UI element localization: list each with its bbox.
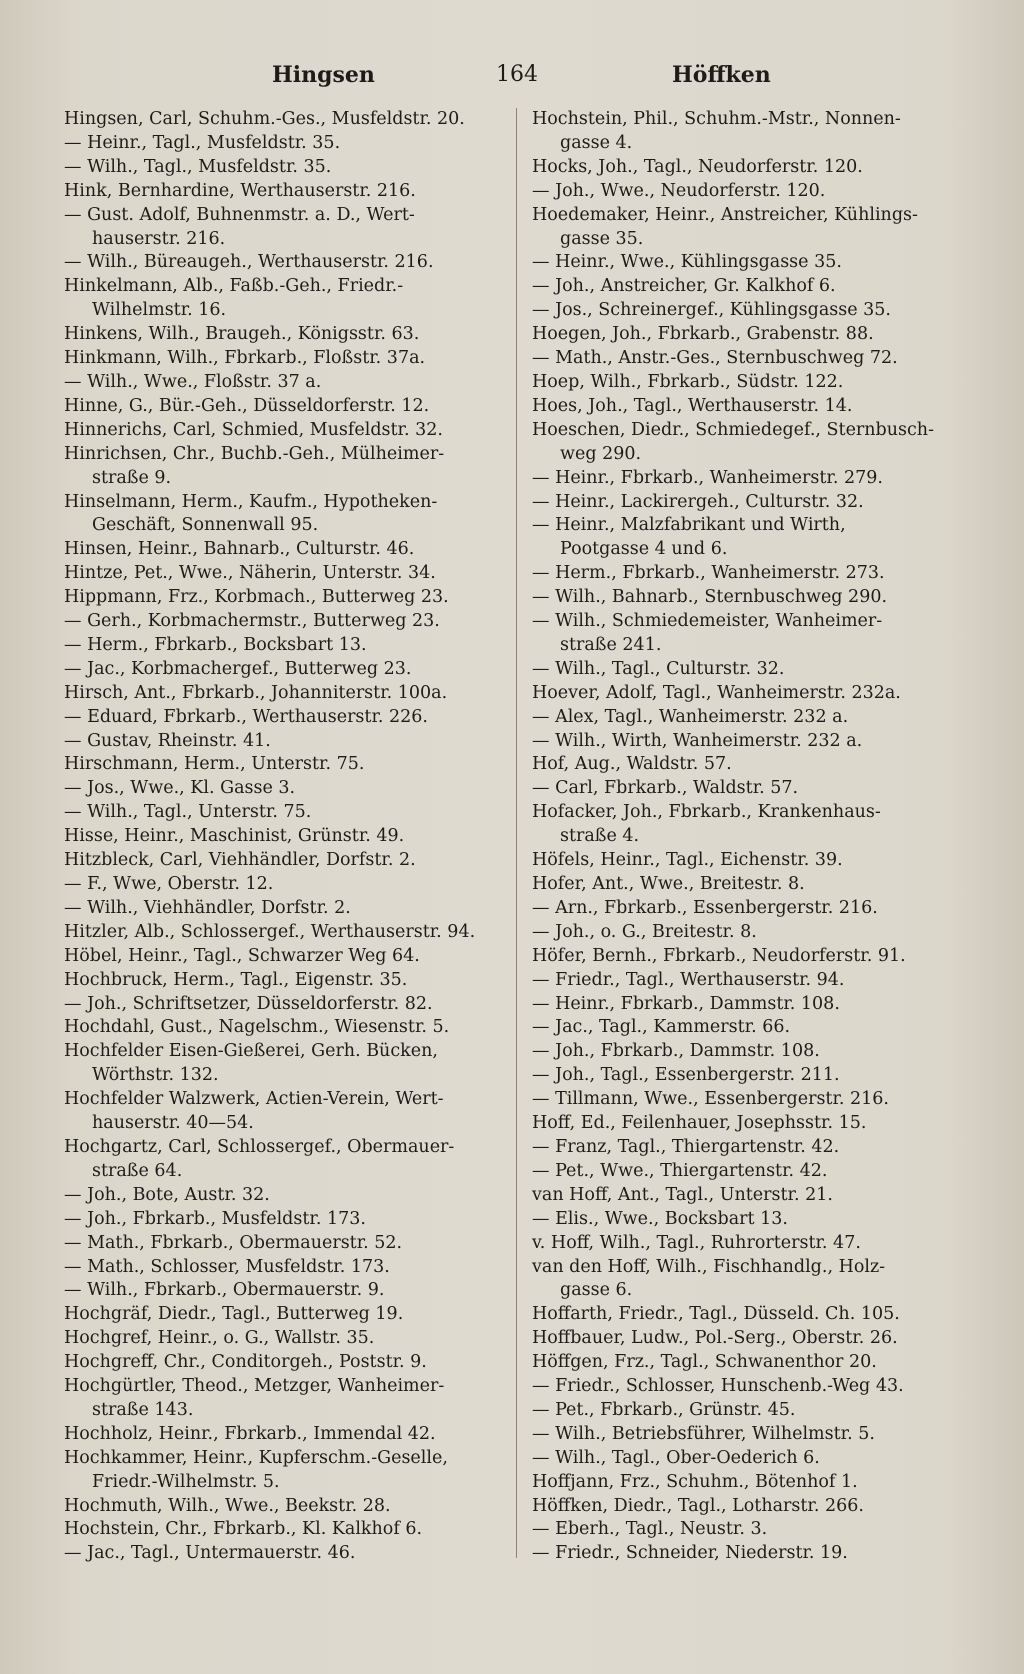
- entry-line: — Wilh., Büreaugeh., Werthauserstr. 216.: [64, 252, 434, 273]
- entry-line: — Wilh., Bahnarb., Sternbuschweg 290.: [532, 587, 888, 608]
- directory-entry: [532, 1495, 980, 1519]
- entry-line: Hoep, Wilh., Fbrkarb., Südstr. 122.: [532, 371, 844, 392]
- directory-entry: [64, 921, 504, 945]
- entry-continuation-line: Wörthstr. 132.: [92, 1065, 219, 1086]
- directory-entry: [532, 1399, 980, 1423]
- directory-entry: [532, 1208, 980, 1232]
- entry-line: — Eberh., Tagl., Neustr. 3.: [532, 1519, 768, 1540]
- entry-line: v. Hoff, Wilh., Tagl., Ruhrorterstr. 47.: [532, 1232, 861, 1253]
- entry-line: — Eduard, Fbrkarb., Werthauserstr. 226.: [64, 706, 428, 727]
- entry-line: — Gustav, Rheinstr. 41.: [64, 730, 271, 751]
- entry-line: — Friedr., Schlosser, Hunschenb.-Weg 43.: [532, 1376, 904, 1397]
- entry-line: — Herm., Fbrkarb., Wanheimerstr. 273.: [532, 563, 885, 584]
- entry-line: — Math., Fbrkarb., Obermauerstr. 52.: [64, 1232, 403, 1253]
- directory-entry: [532, 1542, 980, 1566]
- directory-entry: [64, 323, 504, 347]
- directory-entry: [64, 777, 504, 801]
- entry-line: — Wilh., Tagl., Unterstr. 75.: [64, 802, 312, 823]
- directory-entry: [64, 610, 504, 634]
- entry-continuation-line: Pootgasse 4 und 6.: [560, 539, 728, 560]
- entry-line: Hochstein, Chr., Fbrkarb., Kl. Kalkhof 6.: [64, 1519, 423, 1540]
- page-header: [0, 62, 1024, 102]
- directory-entry: [64, 897, 504, 921]
- directory-entry: [532, 873, 980, 897]
- entry-line: — F., Wwe, Oberstr. 12.: [64, 874, 274, 894]
- entry-line: — Math., Schlosser, Musfeldstr. 173.: [64, 1256, 390, 1277]
- directory-entry: [64, 1040, 504, 1088]
- entry-line: Hinselmann, Herm., Kaufm., Hypotheken-: [64, 491, 438, 512]
- entry-line: — Joh., Wwe., Neudorferstr. 120.: [532, 180, 826, 201]
- directory-entry: [64, 132, 504, 156]
- entry-line: — Friedr., Schneider, Niederstr. 19.: [532, 1543, 848, 1564]
- entry-line: Höfels, Heinr., Tagl., Eichenstr. 39.: [532, 850, 843, 871]
- directory-entry: [532, 562, 980, 586]
- directory-entry: [532, 467, 980, 491]
- directory-entry: [64, 562, 504, 586]
- entry-line: — Carl, Fbrkarb., Waldstr. 57.: [532, 778, 799, 799]
- entry-line: Hochgref, Heinr., o. G., Wallstr. 35.: [64, 1328, 375, 1349]
- entry-line: Hofacker, Joh., Fbrkarb., Krankenhaus-: [532, 802, 881, 823]
- directory-entry: [64, 753, 504, 777]
- entry-line: Höbel, Heinr., Tagl., Schwarzer Weg 64.: [64, 945, 420, 966]
- directory-entry: [64, 395, 504, 419]
- directory-entry: [64, 275, 504, 323]
- directory-entry: [532, 1327, 980, 1351]
- entry-line: Hochstein, Phil., Schuhm.-Mstr., Nonnen-: [532, 109, 901, 129]
- entry-line: Hocks, Joh., Tagl., Neudorferstr. 120.: [532, 156, 863, 177]
- directory-entry: [532, 993, 980, 1017]
- entry-line: — Wilh., Tagl., Musfeldstr. 35.: [64, 156, 332, 177]
- entry-line: van Hoff, Ant., Tagl., Unterstr. 21.: [532, 1184, 833, 1205]
- entry-line: — Wilh., Tagl., Ober-Oederich 6.: [532, 1447, 820, 1468]
- directory-entry: [532, 897, 980, 921]
- entry-line: Hirsch, Ant., Fbrkarb., Johanniterstr. 100a.: [64, 682, 448, 703]
- entry-line: — Gerh., Korbmachermstr., Butterweg 23.: [64, 611, 440, 632]
- entry-continuation-line: Wilhelmstr. 16.: [92, 300, 227, 321]
- entry-line: Hinkmann, Wilh., Fbrkarb., Floßstr. 37a.: [64, 348, 426, 369]
- entry-line: — Wilh., Viehhändler, Dorfstr. 2.: [64, 897, 351, 918]
- directory-entry: [532, 730, 980, 754]
- entry-line: — Tillmann, Wwe., Essenbergerstr. 216.: [532, 1089, 889, 1110]
- entry-line: Hochfelder Eisen-Gießerei, Gerh. Bücken,: [64, 1041, 438, 1062]
- directory-entry: [532, 1303, 980, 1327]
- directory-entry: [64, 1303, 504, 1327]
- directory-entry: [532, 347, 980, 371]
- entry-continuation-line: straße 143.: [92, 1399, 194, 1420]
- entry-line: — Heinr., Tagl., Musfeldstr. 35.: [64, 132, 341, 153]
- entry-line: — Heinr., Fbrkarb., Wanheimerstr. 279.: [532, 467, 883, 488]
- directory-entry: [532, 945, 980, 969]
- entry-line: Hirschmann, Herm., Unterstr. 75.: [64, 754, 365, 775]
- directory-entry: [532, 1064, 980, 1088]
- directory-entry: [532, 514, 980, 562]
- entry-line: Hink, Bernhardine, Werthauserstr. 216.: [64, 180, 416, 201]
- header-left-word: Hingsen: [272, 62, 375, 88]
- directory-entry: [532, 753, 980, 777]
- directory-entry: [64, 658, 504, 682]
- entry-continuation-line: gasse 6.: [560, 1280, 633, 1301]
- directory-entry: [532, 849, 980, 873]
- entry-line: Hinsen, Heinr., Bahnarb., Culturstr. 46.: [64, 539, 415, 560]
- entry-continuation-line: straße 241.: [560, 634, 662, 655]
- directory-entry: [64, 993, 504, 1017]
- entry-line: Hochbruck, Herm., Tagl., Eigenstr. 35.: [64, 969, 408, 990]
- directory-entry: [64, 730, 504, 754]
- directory-entry: [532, 969, 980, 993]
- directory-entry: [64, 945, 504, 969]
- entry-continuation-line: straße 4.: [560, 826, 640, 847]
- directory-entry: [532, 108, 980, 156]
- entry-continuation-line: Geschäft, Sonnenwall 95.: [92, 515, 319, 536]
- entry-line: — Gust. Adolf, Buhnenmstr. a. D., Wert-: [64, 204, 415, 225]
- entry-line: — Jac., Tagl., Kammerstr. 66.: [532, 1017, 791, 1038]
- directory-entry: [532, 1423, 980, 1447]
- directory-entry: [64, 443, 504, 491]
- directory-entry: [64, 873, 504, 897]
- entry-line: Hofer, Ant., Wwe., Breitestr. 8.: [532, 874, 805, 894]
- entry-line: — Heinr., Lackirergeh., Culturstr. 32.: [532, 491, 864, 512]
- directory-entry: [64, 1327, 504, 1351]
- entry-line: — Friedr., Tagl., Werthauserstr. 94.: [532, 969, 845, 990]
- directory-entry: [64, 204, 504, 252]
- entry-line: — Jac., Korbmachergef., Butterweg 23.: [64, 658, 412, 679]
- entry-line: — Heinr., Fbrkarb., Dammstr. 108.: [532, 993, 840, 1014]
- entry-line: — Joh., Schriftsetzer, Düsseldorferstr. 82.: [64, 993, 433, 1014]
- entry-line: Hitzbleck, Carl, Viehhändler, Dorfstr. 2.: [64, 850, 416, 871]
- directory-entry: [64, 586, 504, 610]
- directory-entry: [64, 1495, 504, 1519]
- entry-line: Hochgartz, Carl, Schlossergef., Obermauer-: [64, 1136, 455, 1157]
- entry-line: — Pet., Wwe., Thiergartenstr. 42.: [532, 1160, 828, 1181]
- entry-line: — Wilh., Betriebsführer, Wilhelmstr. 5.: [532, 1423, 875, 1444]
- directory-entry: [532, 1016, 980, 1040]
- directory-entry: [64, 634, 504, 658]
- directory-entry: [64, 1136, 504, 1184]
- entry-continuation-line: gasse 4.: [560, 132, 633, 153]
- directory-entry: [532, 1088, 980, 1112]
- entry-line: Höffken, Diedr., Tagl., Lotharstr. 266.: [532, 1495, 864, 1516]
- entry-continuation-line: straße 9.: [92, 467, 172, 488]
- directory-entry: [532, 1232, 980, 1256]
- entry-line: Hoffarth, Friedr., Tagl., Düsseld. Ch. 105.: [532, 1304, 900, 1325]
- entry-line: — Wilh., Wwe., Floßstr. 37 a.: [64, 371, 322, 392]
- entry-line: — Joh., Anstreicher, Gr. Kalkhof 6.: [532, 276, 836, 297]
- entry-line: — Math., Anstr.-Ges., Sternbuschweg 72.: [532, 348, 898, 369]
- directory-entry: [532, 371, 980, 395]
- directory-entry: [64, 1232, 504, 1256]
- entry-continuation-line: hauserstr. 216.: [92, 228, 226, 249]
- directory-entry: [64, 538, 504, 562]
- entry-line: — Wilh., Schmiedemeister, Wanheimer-: [532, 611, 883, 632]
- directory-entry: [532, 1040, 980, 1064]
- directory-entry: [64, 825, 504, 849]
- entry-line: Hinrichsen, Chr., Buchb.-Geh., Mülheimer-: [64, 443, 445, 464]
- entry-continuation-line: gasse 35.: [560, 228, 644, 249]
- entry-line: — Pet., Fbrkarb., Grünstr. 45.: [532, 1399, 796, 1420]
- entry-continuation-line: hauserstr. 40—54.: [92, 1113, 254, 1134]
- entry-line: — Jos., Schreinergef., Kühlingsgasse 35.: [532, 300, 891, 321]
- directory-entry: [532, 1471, 980, 1495]
- directory-entry: [532, 1256, 980, 1304]
- entry-line: — Joh., Tagl., Essenbergerstr. 211.: [532, 1065, 840, 1086]
- directory-entry: [64, 1542, 504, 1566]
- directory-entry: [64, 1016, 504, 1040]
- directory-entry: [532, 921, 980, 945]
- entry-line: Hinkelmann, Alb., Faßb.-Geh., Friedr.-: [64, 276, 404, 297]
- directory-entry: [64, 156, 504, 180]
- directory-entry: [64, 1208, 504, 1232]
- directory-entry: [532, 1447, 980, 1471]
- entry-line: — Franz, Tagl., Thiergartenstr. 42.: [532, 1136, 840, 1157]
- directory-entry: [532, 682, 980, 706]
- left-column: [64, 108, 504, 1566]
- header-right-word: Höffken: [672, 62, 771, 88]
- directory-entry: [64, 1184, 504, 1208]
- entry-line: Hof, Aug., Waldstr. 57.: [532, 754, 732, 775]
- entry-line: — Arn., Fbrkarb., Essenbergerstr. 216.: [532, 897, 878, 918]
- entry-line: Hoes, Joh., Tagl., Werthauserstr. 14.: [532, 395, 853, 416]
- directory-entry: [532, 706, 980, 730]
- directory-entry: [532, 1136, 980, 1160]
- entry-line: — Heinr., Malzfabrikant und Wirth,: [532, 515, 846, 536]
- entry-continuation-line: weg 290.: [560, 443, 642, 464]
- directory-entry: [64, 347, 504, 371]
- entry-line: — Wilh., Wirth, Wanheimerstr. 232 a.: [532, 730, 863, 751]
- entry-line: — Jac., Tagl., Untermauerstr. 46.: [64, 1543, 356, 1564]
- entry-line: Hochdahl, Gust., Nagelschm., Wiesenstr. 5.: [64, 1017, 450, 1038]
- entry-line: Hochholz, Heinr., Fbrkarb., Immendal 42.: [64, 1423, 436, 1444]
- directory-entry: [532, 801, 980, 849]
- entry-line: Hochmuth, Wilh., Wwe., Beekstr. 28.: [64, 1495, 391, 1516]
- page-number: 164: [496, 62, 538, 87]
- entry-line: — Jos., Wwe., Kl. Gasse 3.: [64, 778, 296, 799]
- entry-line: Hoedemaker, Heinr., Anstreicher, Kühlings-: [532, 204, 918, 225]
- directory-entry: [64, 682, 504, 706]
- directory-entry: [532, 610, 980, 658]
- directory-entry: [64, 801, 504, 825]
- entry-line: — Alex, Tagl., Wanheimerstr. 232 a.: [532, 706, 849, 727]
- entry-line: — Heinr., Wwe., Kühlingsgasse 35.: [532, 252, 842, 273]
- directory-entry: [64, 251, 504, 275]
- directory-entry: [532, 323, 980, 347]
- directory-entry: [64, 1423, 504, 1447]
- entry-line: Hippmann, Frz., Korbmach., Butterweg 23.: [64, 587, 449, 608]
- entry-line: Hoff, Ed., Feilenhauer, Josephsstr. 15.: [532, 1113, 867, 1134]
- entry-line: Hoeschen, Diedr., Schmiedegef., Sternbusch-: [532, 419, 934, 440]
- directory-entry: [64, 1088, 504, 1136]
- entry-line: Hinkens, Wilh., Braugeh., Königsstr. 63.: [64, 324, 420, 345]
- directory-entry: [532, 658, 980, 682]
- entry-line: Hitzler, Alb., Schlossergef., Werthauserstr. 94.: [64, 921, 476, 942]
- directory-entry: [532, 1112, 980, 1136]
- entry-line: van den Hoff, Wilh., Fischhandlg., Holz-: [532, 1256, 886, 1277]
- directory-entry: [532, 586, 980, 610]
- entry-line: Hoffbauer, Ludw., Pol.-Serg., Oberstr. 26.: [532, 1328, 898, 1349]
- directory-entry: [64, 180, 504, 204]
- entry-continuation-line: Friedr.-Wilhelmstr. 5.: [92, 1471, 280, 1492]
- entry-line: — Elis., Wwe., Bocksbart 13.: [532, 1208, 788, 1229]
- directory-entry: [532, 156, 980, 180]
- right-column: [532, 108, 980, 1566]
- directory-entry: [532, 1351, 980, 1375]
- entry-line: Hochgürtler, Theod., Metzger, Wanheimer-: [64, 1376, 445, 1397]
- directory-entry: [532, 1375, 980, 1399]
- entry-line: — Herm., Fbrkarb., Bocksbart 13.: [64, 634, 367, 655]
- directory-entry: [64, 1518, 504, 1542]
- entry-line: Hochgräf, Diedr., Tagl., Butterweg 19.: [64, 1304, 404, 1325]
- entry-line: Hingsen, Carl, Schuhm.-Ges., Musfeldstr. 20.: [64, 109, 465, 129]
- entry-line: Hochfelder Walzwerk, Actien-Verein, Wert-: [64, 1089, 444, 1110]
- entry-line: Höffgen, Frz., Tagl., Schwanenthor 20.: [532, 1352, 877, 1373]
- entry-line: — Joh., Fbrkarb., Musfeldstr. 173.: [64, 1208, 366, 1229]
- entry-line: Hoever, Adolf, Tagl., Wanheimerstr. 232a.: [532, 682, 901, 703]
- entry-line: Hinnerichs, Carl, Schmied, Musfeldstr. 32.: [64, 419, 443, 440]
- entry-line: — Wilh., Tagl., Culturstr. 32.: [532, 658, 785, 679]
- entry-line: Hinne, G., Bür.-Geh., Düsseldorferstr. 12.: [64, 395, 430, 416]
- directory-entry: [532, 1184, 980, 1208]
- directory-entry: [532, 395, 980, 419]
- directory-entry: [532, 1160, 980, 1184]
- directory-entry: [64, 419, 504, 443]
- entry-line: Hochgreff, Chr., Conditorgeh., Poststr. 9.: [64, 1352, 427, 1373]
- entry-line: — Joh., Fbrkarb., Dammstr. 108.: [532, 1041, 820, 1062]
- directory-entry: [64, 1279, 504, 1303]
- entry-line: — Joh., Bote, Austr. 32.: [64, 1184, 270, 1205]
- directory-entry: [64, 491, 504, 539]
- directory-entry: [64, 371, 504, 395]
- directory-entry: [532, 299, 980, 323]
- entry-line: Hoegen, Joh., Fbrkarb., Grabenstr. 88.: [532, 324, 874, 345]
- column-divider: [516, 108, 517, 1558]
- directory-entry: [64, 1375, 504, 1423]
- directory-entry: [64, 849, 504, 873]
- directory-entry: [532, 777, 980, 801]
- entry-line: Hoffjann, Frz., Schuhm., Bötenhof 1.: [532, 1471, 858, 1492]
- directory-entry: [64, 969, 504, 993]
- directory-entry: [64, 1351, 504, 1375]
- entry-line: — Wilh., Fbrkarb., Obermauerstr. 9.: [64, 1280, 385, 1301]
- directory-entry: [532, 180, 980, 204]
- entry-line: — Joh., o. G., Breitestr. 8.: [532, 921, 757, 942]
- directory-entry: [64, 1447, 504, 1495]
- entry-line: Hochkammer, Heinr., Kupferschm.-Geselle,: [64, 1447, 448, 1468]
- entry-continuation-line: straße 64.: [92, 1160, 183, 1181]
- entry-line: Höfer, Bernh., Fbrkarb., Neudorferstr. 91.: [532, 945, 906, 966]
- entry-line: Hintze, Pet., Wwe., Näherin, Unterstr. 34.: [64, 563, 436, 584]
- directory-entry: [532, 251, 980, 275]
- directory-entry: [532, 275, 980, 299]
- directory-entry: [64, 1256, 504, 1280]
- directory-entry: [64, 108, 504, 132]
- directory-entry: [532, 204, 980, 252]
- directory-entry: [64, 706, 504, 730]
- directory-entry: [532, 419, 980, 467]
- directory-entry: [532, 1518, 980, 1542]
- directory-entry: [532, 491, 980, 515]
- entry-line: Hisse, Heinr., Maschinist, Grünstr. 49.: [64, 826, 405, 847]
